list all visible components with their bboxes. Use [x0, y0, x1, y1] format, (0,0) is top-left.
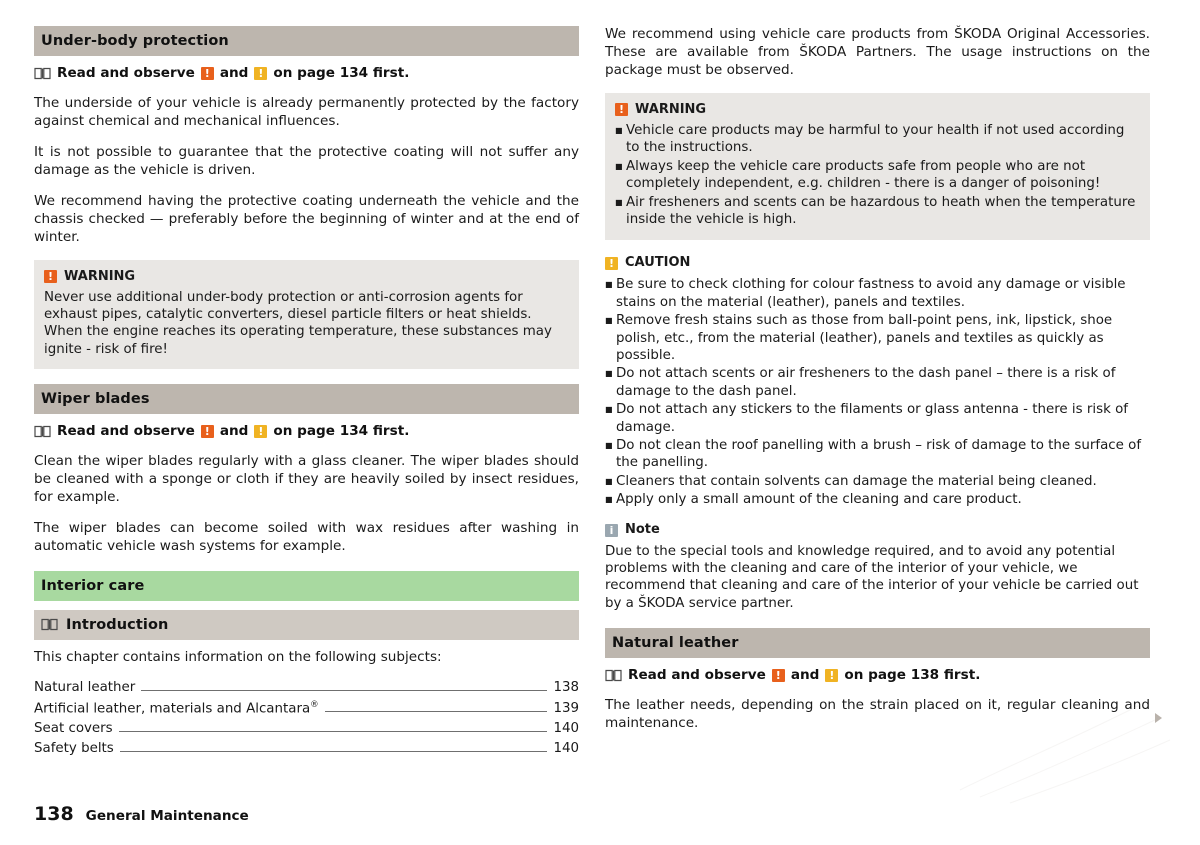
section-heading-wiper-blades: Wiper blades [34, 384, 579, 414]
table-of-contents [34, 680, 579, 756]
warning-box-care-products [605, 93, 1150, 241]
paragraph: The underside of your vehicle is already permanently protected by the factory against chemical and mechanical influences. [34, 95, 579, 129]
read-and-observe-line-2 [34, 423, 579, 439]
observe-and: and [219, 423, 249, 440]
read-and-observe-line-3 [605, 667, 1150, 683]
note-header [605, 522, 1150, 539]
footer-page-number: 138 [34, 803, 74, 825]
list-item: ■ Do not attach scents or air fresheners to the dash panel – there is a risk of damage to the dash panel. [605, 365, 1150, 400]
paragraph: Clean the wiper blades regularly with a glass cleaner. The wiper blades should be cleaned with a sponge or cloth if they are heavily soiled by insect residues, for example. [34, 453, 579, 506]
list-item: ■ Do not attach any stickers to the filaments or glass antenna - there is risk of damage. [605, 401, 1150, 436]
chapter-intro: This chapter contains information on the following subjects: [34, 648, 442, 665]
caution-header [605, 255, 1150, 272]
next-page-arrow-icon[interactable] [1155, 713, 1162, 723]
right-column [605, 26, 1150, 746]
warning-label: WARNING [635, 101, 707, 117]
toc-page-number: 138 [553, 679, 579, 695]
book-icon [34, 425, 51, 438]
toc-leader [141, 682, 547, 691]
warning-box-header [44, 269, 569, 284]
toc-page-number: 139 [553, 701, 579, 717]
observe-prefix: Read and observe [57, 423, 195, 440]
read-and-observe-line-1 [34, 65, 579, 81]
toc-leader [325, 703, 548, 712]
paragraph: The wiper blades can become soiled with wax residues after washing in automatic vehicle wash systems for example. [34, 520, 579, 554]
warning-icon: ! [772, 669, 785, 682]
paragraph: We recommend using vehicle care products from ŠKODA Original Accessories. These are available from ŠKODA Partners. The usage instructions on the package must be observed. [605, 26, 1150, 78]
observe-prefix: Read and observe [628, 667, 766, 684]
note-text: Due to the special tools and knowledge required, and to avoid any potential problems with the cleaning and care of the interior of your vehicle, we recommend that cleaning and care of the interior of your vehicle be carried out by a ŠKODA service partner. [605, 543, 1139, 611]
section-heading-interior-care: Interior care [34, 571, 579, 601]
note-label: Note [625, 521, 660, 537]
toc-label-sup: ® [310, 699, 319, 710]
toc-row[interactable] [34, 680, 579, 695]
warning-icon: ! [615, 103, 628, 116]
list-item: ■ Vehicle care products may be harmful to your health if not used according to the instructions. [615, 122, 1140, 157]
observe-suffix: on page 138 first. [844, 667, 981, 684]
toc-label-text: Artificial leather, materials and Alcantara [34, 701, 311, 717]
toc-page-number: 140 [553, 741, 579, 757]
observe-suffix: on page 134 first. [273, 423, 410, 440]
warning-icon: ! [44, 270, 57, 283]
paragraph: We recommend having the protective coating underneath the vehicle and the chassis checked — preferably before the beginning of winter and at the end of winter. [34, 192, 579, 245]
toc-row[interactable] [34, 741, 579, 756]
list-item: ■ Always keep the vehicle care products safe from people who are not completely independent, e.g. children - there is a danger of poisoning! [615, 158, 1140, 193]
caution-block [605, 255, 1150, 508]
caution-icon: ! [254, 425, 267, 438]
observe-and: and [219, 65, 249, 81]
toc-leader [120, 743, 548, 752]
footer-chapter-title: General Maintenance [85, 808, 249, 824]
observe-and: and [790, 667, 820, 684]
paragraph: The leather needs, depending on the strain placed on it, regular cleaning and maintenance. [605, 697, 1150, 732]
list-item: ■ Do not clean the roof panelling with a brush – risk of damage to the surface of the panelling. [605, 437, 1150, 472]
warning-box-header [615, 102, 1140, 117]
book-icon [34, 67, 51, 80]
toc-label: Natural leather [34, 679, 136, 695]
warning-label: WARNING [64, 268, 136, 284]
caution-icon: ! [825, 669, 838, 682]
warning-icon: ! [201, 67, 214, 80]
page-footer [34, 803, 249, 825]
warning-bullet-list [615, 122, 1140, 229]
observe-suffix: on page 134 first. [273, 65, 410, 81]
toc-row[interactable] [34, 700, 579, 716]
list-item: ■ Apply only a small amount of the cleaning and care product. [605, 491, 1150, 508]
caution-icon: ! [254, 67, 267, 80]
warning-box-under-body [34, 260, 579, 370]
warning-icon: ! [201, 425, 214, 438]
toc-row[interactable] [34, 721, 579, 736]
info-icon: i [605, 524, 618, 537]
subsection-heading-introduction [34, 610, 579, 640]
toc-page-number: 140 [553, 721, 579, 737]
caution-bullet-list [605, 276, 1150, 508]
list-item: ■ Remove fresh stains such as those from ball-point pens, ink, lipstick, shoe polish, etc., from the material (leather), panels and textiles as quickly as possible. [605, 312, 1150, 364]
toc-label: Seat covers [34, 721, 113, 737]
warning-text: Never use additional under-body protection or anti-corrosion agents for exhaust pipes, catalytic converters, diesel particle filters or heat shields. When the engine reaches its operating temperature, these substances may ignite - risk of fire! [44, 289, 552, 357]
book-icon [41, 618, 58, 631]
toc-label: Safety belts [34, 741, 114, 757]
caution-label: CAUTION [625, 255, 691, 271]
list-item: ■ Cleaners that contain solvents can damage the material being cleaned. [605, 473, 1150, 490]
section-heading-natural-leather: Natural leather [605, 628, 1150, 658]
book-icon [605, 669, 622, 682]
paragraph: It is not possible to guarantee that the protective coating will not suffer any damage as the vehicle is driven. [34, 143, 579, 178]
toc-label [34, 700, 319, 716]
subsection-label: Introduction [66, 616, 169, 633]
observe-prefix: Read and observe [57, 65, 195, 81]
toc-leader [119, 723, 548, 732]
list-item: ■ Air fresheners and scents can be hazardous to heath when the temperature inside the vehicle is high. [615, 194, 1140, 229]
note-block [605, 522, 1150, 613]
list-item: ■ Be sure to check clothing for colour fastness to avoid any damage or visible stains on the material (leather), panels and textiles. [605, 276, 1150, 311]
caution-icon: ! [605, 257, 618, 270]
left-column [34, 26, 579, 761]
section-heading-under-body-protection: Under-body protection [34, 26, 579, 56]
